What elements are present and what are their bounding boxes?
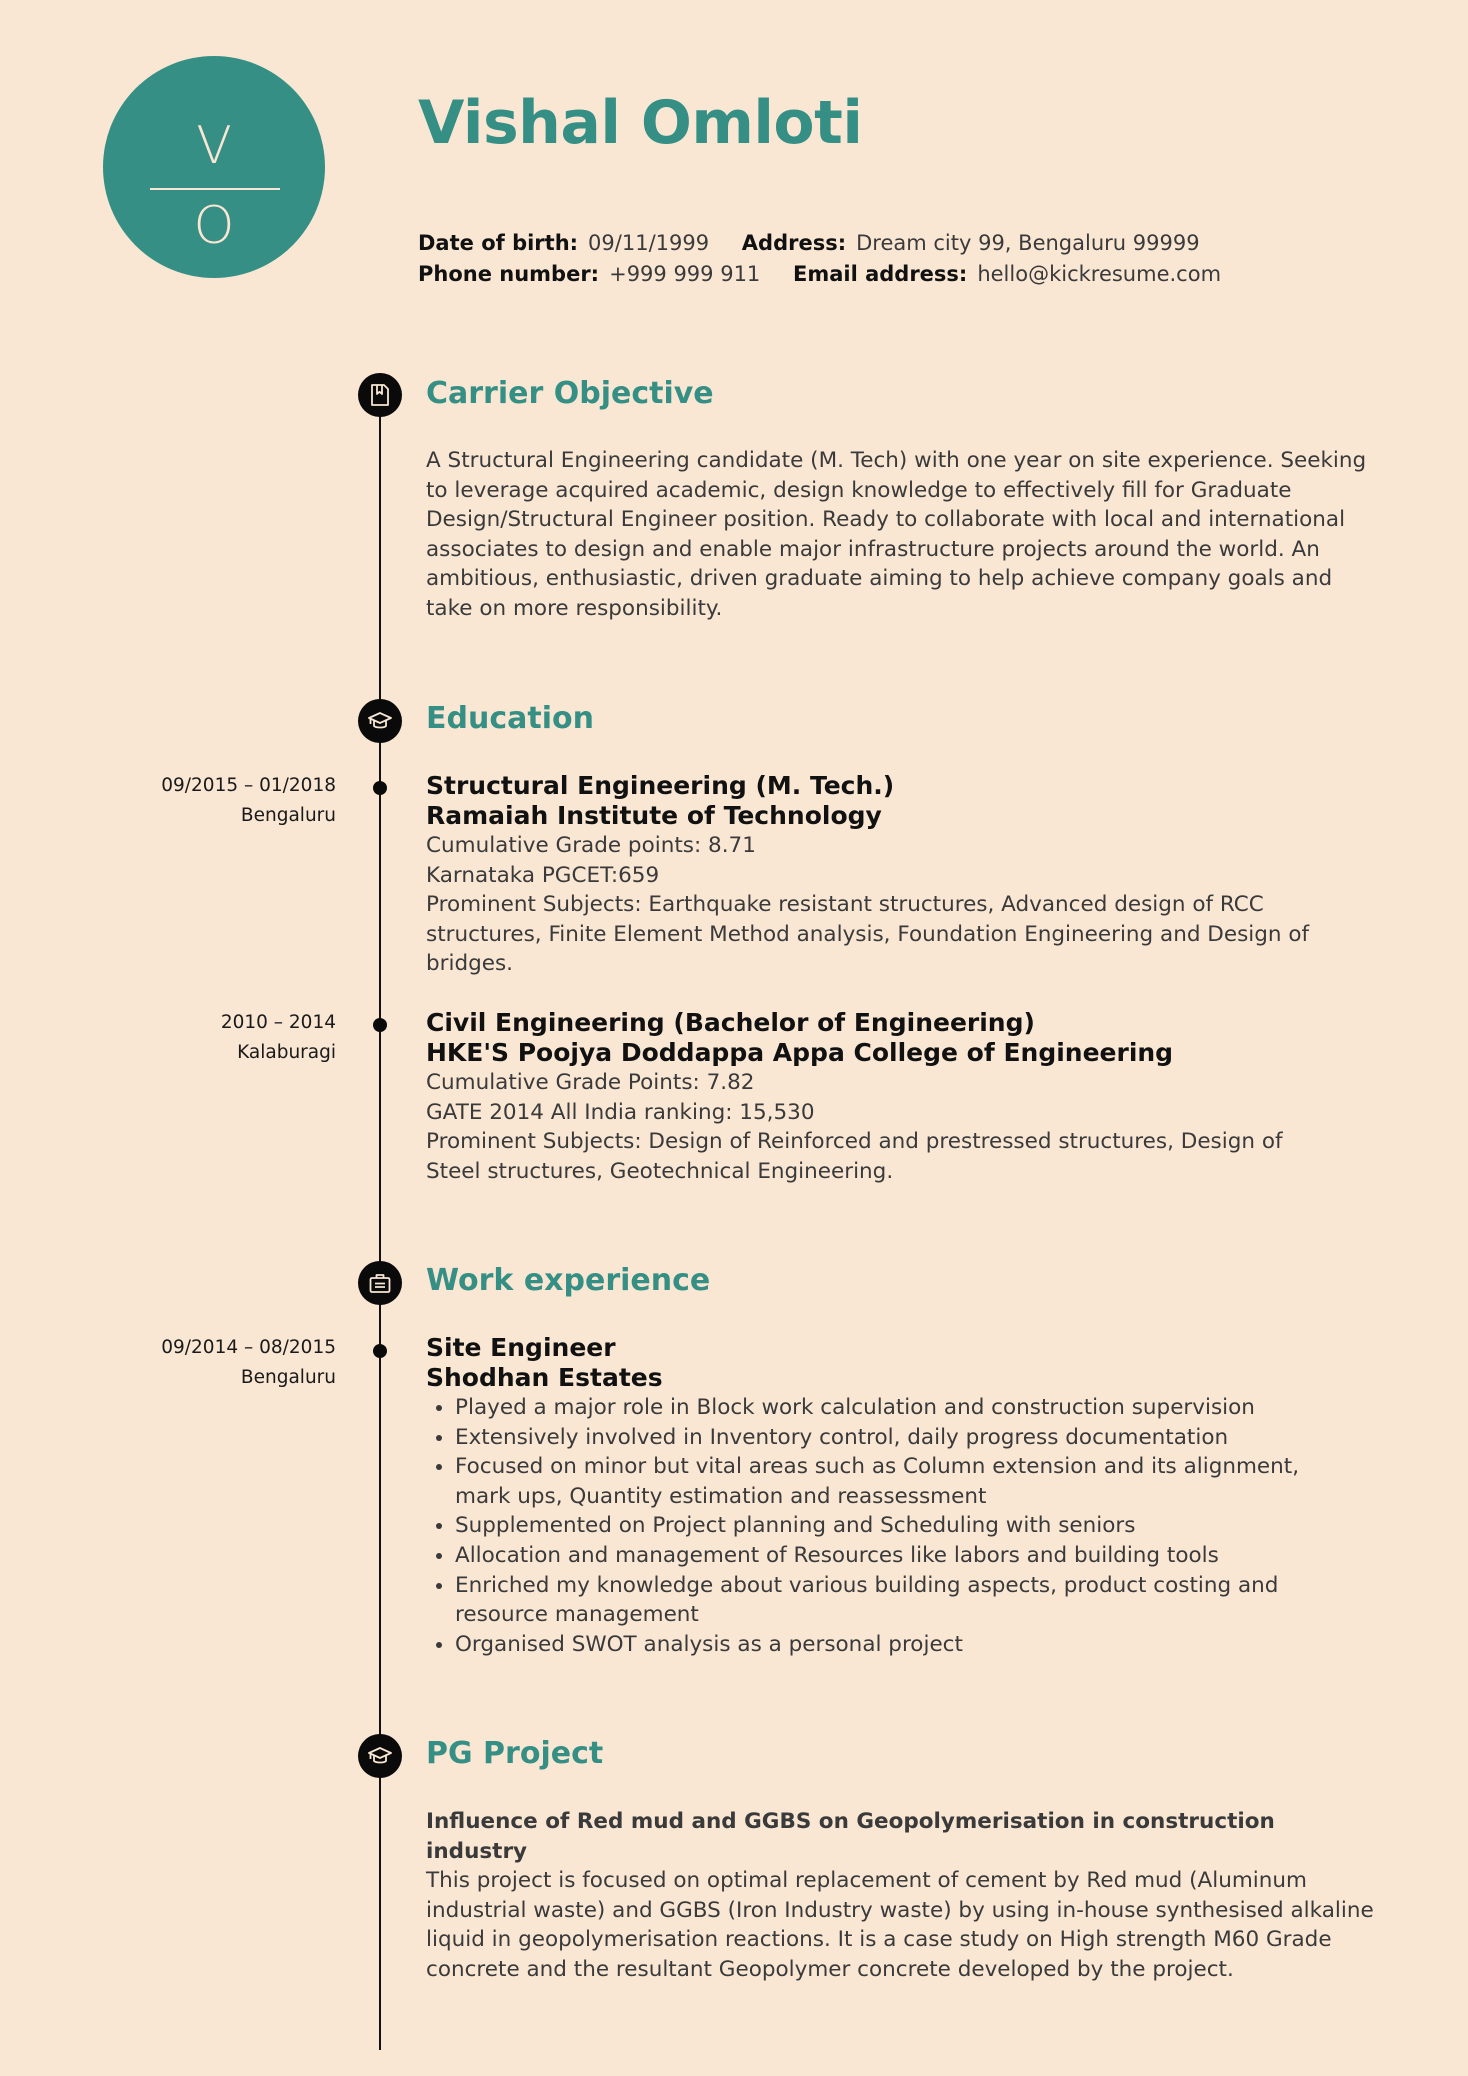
section-title-work: Work experience: [426, 1263, 711, 1298]
monogram-avatar: [103, 56, 325, 278]
timeline-dot: [373, 1018, 387, 1032]
list-item: • Played a major role in Block work calculation and construction supervision: [455, 1393, 1335, 1423]
phone-label: Phone number:: [418, 262, 600, 286]
list-item: • Focused on minor but vital areas such as Column extension and its alignment, mark ups, Quantity estimation and reassessment: [455, 1452, 1335, 1511]
project-entry: [426, 1807, 1376, 1985]
education-1-exam: Karnataka PGCET:659: [426, 862, 660, 888]
list-item: • Organised SWOT analysis as a personal project: [455, 1630, 1335, 1660]
list-item: • Enriched my knowledge about various building aspects, product costing and resource management: [455, 1571, 1335, 1630]
list-item: • Extensively involved in Inventory control, daily progress documentation: [455, 1423, 1335, 1453]
phone-value: +999 999 911: [609, 262, 761, 286]
bookmark-book-icon: [358, 373, 402, 417]
monogram-divider: [150, 188, 280, 190]
education-2-school: HKE'S Poojya Doddappa Appa College of Engineering: [426, 1038, 1174, 1067]
education-1-subjects: Prominent Subjects: Earthquake resistant structures, Advanced design of RCC structures, Finite Element Method analysis, Foundation Engineering and Design of bridges.: [426, 892, 1310, 977]
contact-info: [418, 228, 1247, 290]
address-value: Dream city 99, Bengaluru 99999: [856, 231, 1200, 255]
education-2-meta: [221, 1008, 336, 1068]
email-value: hello@kickresume.com: [977, 262, 1222, 286]
list-item: • Allocation and management of Resources like labors and building tools: [455, 1541, 1335, 1571]
education-1-degree: Structural Engineering (M. Tech.): [426, 771, 895, 800]
education-1-meta: [161, 771, 336, 831]
graduation-cap-icon: [358, 1734, 402, 1778]
education-2-exam: GATE 2014 All India ranking: 15,530: [426, 1099, 815, 1125]
education-2-gpa: Cumulative Grade Points: 7.82: [426, 1070, 755, 1095]
work-1-meta: [161, 1333, 336, 1393]
section-title-objective: Carrier Objective: [426, 376, 714, 411]
work-entry-1: [426, 1333, 1376, 1659]
candidate-name: Vishal Omloti: [418, 88, 863, 158]
project-title: Influence of Red mud and GGBS on Geopolymerisation in construction industry: [426, 1809, 1275, 1864]
dob-value: 09/11/1999: [588, 231, 710, 255]
section-title-education: Education: [426, 701, 594, 736]
education-2-degree: Civil Engineering (Bachelor of Engineering): [426, 1008, 1035, 1037]
education-2-dates: 2010 – 2014: [220, 1012, 336, 1033]
list-item: • Supplemented on Project planning and Scheduling with seniors: [455, 1511, 1335, 1541]
contact-row-1: [418, 228, 1247, 259]
work-1-company: Shodhan Estates: [426, 1363, 663, 1392]
graduation-cap-icon: [358, 699, 402, 743]
dob-label: Date of birth:: [418, 231, 579, 255]
monogram-last-initial: O: [193, 196, 235, 256]
address-label: Address:: [741, 231, 847, 255]
education-1-dates: 09/2015 – 01/2018: [161, 775, 336, 796]
timeline-dot: [373, 1344, 387, 1358]
work-1-role: Site Engineer: [426, 1333, 616, 1362]
monogram-first-initial: V: [196, 116, 232, 176]
work-1-dates: 09/2014 – 08/2015: [161, 1337, 336, 1358]
education-2-subjects: Prominent Subjects: Design of Reinforced and prestressed structures, Design of Steel structures, Geotechnical Engineering.: [426, 1129, 1283, 1184]
project-description: This project is focused on optimal replacement of cement by Red mud (Aluminum industrial waste) and GGBS (Iron Industry waste) by using in-house synthesised alkaline liquid in geopolymerisation reactions. It is a case study on High strength M60 Grade concrete and the resultant Geopolymer concrete developed by the project.: [426, 1868, 1374, 1982]
education-1-location: Bengaluru: [240, 805, 336, 826]
briefcase-icon: [358, 1261, 402, 1305]
education-entry-1: [426, 771, 1376, 979]
education-2-location: Kalaburagi: [237, 1042, 336, 1063]
contact-row-2: [418, 259, 1247, 290]
education-1-school: Ramaiah Institute of Technology: [426, 801, 882, 830]
education-1-gpa: Cumulative Grade points: 8.71: [426, 833, 756, 858]
timeline-dot: [373, 781, 387, 795]
objective-text: A Structural Engineering candidate (M. Tech) with one year on site experience. Seeking to leverage acquired academic, design knowledge to effectively fill for Graduate Design/Structural Engineer position. Ready to collaborate with local and international associates to design and enable major infrastructure projects around the world. An ambitious, enthusiastic, driven graduate aiming to help achieve company goals and take on more responsibility.: [426, 448, 1367, 621]
timeline-line: [379, 395, 381, 2050]
email-label: Email address:: [792, 262, 968, 286]
work-1-bullets: [426, 1393, 1335, 1659]
education-entry-2: [426, 1008, 1376, 1186]
work-1-location: Bengaluru: [240, 1367, 336, 1388]
section-title-project: PG Project: [426, 1736, 604, 1771]
